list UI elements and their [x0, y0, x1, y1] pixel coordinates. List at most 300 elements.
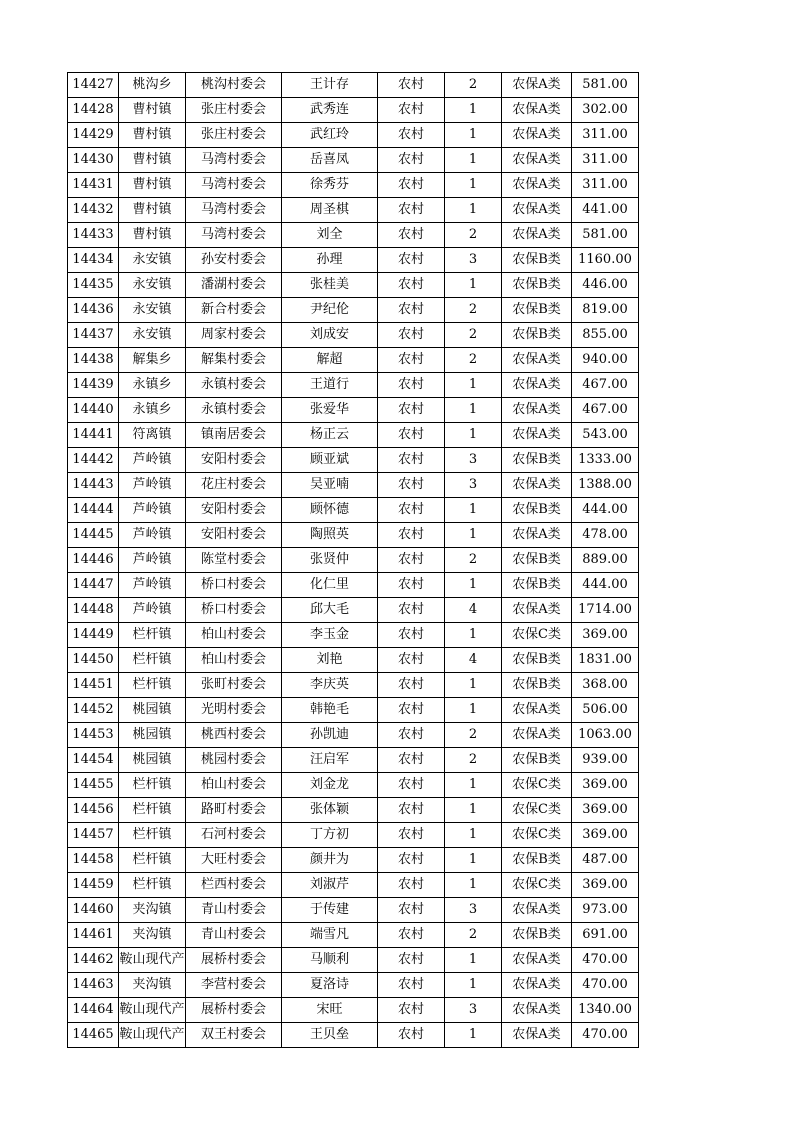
record-id-cell: 14452 — [68, 698, 119, 723]
table-row — [68, 1023, 639, 1048]
insurance-category-cell: 农保A类 — [502, 598, 572, 623]
household-size-cell: 1 — [445, 673, 502, 698]
village-committee-cell: 解集村委会 — [186, 348, 282, 373]
insurance-category-cell: 农保A类 — [502, 223, 572, 248]
insurance-category-cell: 农保B类 — [502, 448, 572, 473]
area-type-cell: 农村 — [378, 148, 445, 173]
amount-cell: 581.00 — [572, 223, 639, 248]
town-cell: 栏杆镇 — [119, 648, 186, 673]
table-row — [68, 848, 639, 873]
person-name-cell: 武红玲 — [282, 123, 378, 148]
person-name-cell: 王计存 — [282, 73, 378, 98]
amount-cell: 467.00 — [572, 373, 639, 398]
household-size-cell: 3 — [445, 898, 502, 923]
amount-cell: 369.00 — [572, 798, 639, 823]
area-type-cell: 农村 — [378, 623, 445, 648]
village-committee-cell: 安阳村委会 — [186, 523, 282, 548]
household-size-cell: 1 — [445, 948, 502, 973]
insurance-category-cell: 农保A类 — [502, 198, 572, 223]
village-committee-cell: 桃西村委会 — [186, 723, 282, 748]
person-name-cell: 丁方初 — [282, 823, 378, 848]
insurance-category-cell: 农保B类 — [502, 923, 572, 948]
amount-cell: 369.00 — [572, 773, 639, 798]
record-id-cell: 14440 — [68, 398, 119, 423]
household-size-cell: 3 — [445, 248, 502, 273]
amount-cell: 470.00 — [572, 1023, 639, 1048]
record-id-cell: 14451 — [68, 673, 119, 698]
area-type-cell: 农村 — [378, 648, 445, 673]
amount-cell: 1388.00 — [572, 473, 639, 498]
record-id-cell: 14432 — [68, 198, 119, 223]
village-committee-cell: 永镇村委会 — [186, 398, 282, 423]
amount-cell: 940.00 — [572, 348, 639, 373]
village-committee-cell: 青山村委会 — [186, 898, 282, 923]
person-name-cell: 宋旺 — [282, 998, 378, 1023]
person-name-cell: 李庆英 — [282, 673, 378, 698]
insurance-category-cell: 农保A类 — [502, 973, 572, 998]
amount-cell: 311.00 — [572, 173, 639, 198]
town-cell: 夹沟镇 — [119, 898, 186, 923]
person-name-cell: 岳喜凤 — [282, 148, 378, 173]
household-size-cell: 1 — [445, 573, 502, 598]
village-committee-cell: 张庄村委会 — [186, 98, 282, 123]
town-cell: 桃园镇 — [119, 698, 186, 723]
record-id-cell: 14450 — [68, 648, 119, 673]
town-cell: 栏杆镇 — [119, 773, 186, 798]
record-id-cell: 14443 — [68, 473, 119, 498]
person-name-cell: 刘金龙 — [282, 773, 378, 798]
amount-cell: 819.00 — [572, 298, 639, 323]
town-cell: 永镇乡 — [119, 398, 186, 423]
village-committee-cell: 张庄村委会 — [186, 123, 282, 148]
town-cell: 桃园镇 — [119, 723, 186, 748]
village-committee-cell: 桃沟村委会 — [186, 73, 282, 98]
area-type-cell: 农村 — [378, 773, 445, 798]
person-name-cell: 刘全 — [282, 223, 378, 248]
village-committee-cell: 马湾村委会 — [186, 223, 282, 248]
person-name-cell: 刘淑芹 — [282, 873, 378, 898]
town-cell: 永镇乡 — [119, 373, 186, 398]
insurance-category-cell: 农保B类 — [502, 323, 572, 348]
town-cell: 芦岭镇 — [119, 548, 186, 573]
record-id-cell: 14463 — [68, 973, 119, 998]
table-row — [68, 398, 639, 423]
area-type-cell: 农村 — [378, 323, 445, 348]
table-row — [68, 223, 639, 248]
area-type-cell: 农村 — [378, 398, 445, 423]
insurance-category-cell: 农保C类 — [502, 823, 572, 848]
record-id-cell: 14465 — [68, 1023, 119, 1048]
person-name-cell: 吴亚喃 — [282, 473, 378, 498]
area-type-cell: 农村 — [378, 73, 445, 98]
household-size-cell: 2 — [445, 298, 502, 323]
person-name-cell: 武秀连 — [282, 98, 378, 123]
table-row — [68, 523, 639, 548]
record-id-cell: 14448 — [68, 598, 119, 623]
household-size-cell: 1 — [445, 123, 502, 148]
household-size-cell: 4 — [445, 648, 502, 673]
table-row — [68, 898, 639, 923]
person-name-cell: 顾怀德 — [282, 498, 378, 523]
area-type-cell: 农村 — [378, 673, 445, 698]
household-size-cell: 1 — [445, 1023, 502, 1048]
record-id-cell: 14459 — [68, 873, 119, 898]
village-committee-cell: 张町村委会 — [186, 673, 282, 698]
town-cell: 曹村镇 — [119, 148, 186, 173]
village-committee-cell: 马湾村委会 — [186, 198, 282, 223]
amount-cell: 691.00 — [572, 923, 639, 948]
town-cell: 栏杆镇 — [119, 848, 186, 873]
record-id-cell: 14441 — [68, 423, 119, 448]
household-size-cell: 2 — [445, 923, 502, 948]
person-name-cell: 徐秀芬 — [282, 173, 378, 198]
town-cell: 符离镇 — [119, 423, 186, 448]
insurance-category-cell: 农保A类 — [502, 73, 572, 98]
record-id-cell: 14447 — [68, 573, 119, 598]
table-row — [68, 948, 639, 973]
person-name-cell: 张体颖 — [282, 798, 378, 823]
person-name-cell: 于传建 — [282, 898, 378, 923]
person-name-cell: 夏洛诗 — [282, 973, 378, 998]
area-type-cell: 农村 — [378, 823, 445, 848]
household-size-cell: 1 — [445, 773, 502, 798]
household-size-cell: 2 — [445, 748, 502, 773]
area-type-cell: 农村 — [378, 923, 445, 948]
household-size-cell: 2 — [445, 723, 502, 748]
amount-cell: 467.00 — [572, 398, 639, 423]
town-cell: 栏杆镇 — [119, 823, 186, 848]
roster-body — [68, 73, 639, 1048]
amount-cell: 1831.00 — [572, 648, 639, 673]
town-cell: 曹村镇 — [119, 173, 186, 198]
village-committee-cell: 安阳村委会 — [186, 448, 282, 473]
insurance-category-cell: 农保A类 — [502, 948, 572, 973]
table-row — [68, 473, 639, 498]
insurance-category-cell: 农保A类 — [502, 898, 572, 923]
household-size-cell: 3 — [445, 473, 502, 498]
person-name-cell: 颜井为 — [282, 848, 378, 873]
village-committee-cell: 花庄村委会 — [186, 473, 282, 498]
area-type-cell: 农村 — [378, 173, 445, 198]
person-name-cell: 刘成安 — [282, 323, 378, 348]
table-row — [68, 98, 639, 123]
amount-cell: 1714.00 — [572, 598, 639, 623]
table-row — [68, 148, 639, 173]
table-row — [68, 748, 639, 773]
town-cell: 芦岭镇 — [119, 448, 186, 473]
village-committee-cell: 马湾村委会 — [186, 148, 282, 173]
household-size-cell: 1 — [445, 273, 502, 298]
table-row — [68, 648, 639, 673]
village-committee-cell: 展桥村委会 — [186, 948, 282, 973]
amount-cell: 1160.00 — [572, 248, 639, 273]
household-size-cell: 1 — [445, 698, 502, 723]
person-name-cell: 张桂美 — [282, 273, 378, 298]
town-cell: 桃沟乡 — [119, 73, 186, 98]
amount-cell: 441.00 — [572, 198, 639, 223]
amount-cell: 368.00 — [572, 673, 639, 698]
record-id-cell: 14435 — [68, 273, 119, 298]
area-type-cell: 农村 — [378, 548, 445, 573]
table-row — [68, 548, 639, 573]
village-committee-cell: 安阳村委会 — [186, 498, 282, 523]
area-type-cell: 农村 — [378, 98, 445, 123]
table-row — [68, 998, 639, 1023]
area-type-cell: 农村 — [378, 573, 445, 598]
area-type-cell: 农村 — [378, 248, 445, 273]
person-name-cell: 刘艳 — [282, 648, 378, 673]
record-id-cell: 14438 — [68, 348, 119, 373]
record-id-cell: 14453 — [68, 723, 119, 748]
insurance-category-cell: 农保A类 — [502, 423, 572, 448]
village-committee-cell: 柏山村委会 — [186, 773, 282, 798]
record-id-cell: 14444 — [68, 498, 119, 523]
insurance-category-cell: 农保B类 — [502, 748, 572, 773]
household-size-cell: 2 — [445, 323, 502, 348]
insurance-category-cell: 农保C类 — [502, 773, 572, 798]
insurance-category-cell: 农保A类 — [502, 173, 572, 198]
table-row — [68, 448, 639, 473]
household-size-cell: 1 — [445, 798, 502, 823]
town-cell: 曹村镇 — [119, 198, 186, 223]
person-name-cell: 尹纪伦 — [282, 298, 378, 323]
village-committee-cell: 马湾村委会 — [186, 173, 282, 198]
area-type-cell: 农村 — [378, 498, 445, 523]
insurance-category-cell: 农保B类 — [502, 298, 572, 323]
area-type-cell: 农村 — [378, 873, 445, 898]
record-id-cell: 14464 — [68, 998, 119, 1023]
household-size-cell: 4 — [445, 598, 502, 623]
town-cell: 曹村镇 — [119, 98, 186, 123]
person-name-cell: 邱大毛 — [282, 598, 378, 623]
table-row — [68, 798, 639, 823]
town-cell: 鞍山现代产 — [119, 998, 186, 1023]
village-committee-cell: 桥口村委会 — [186, 573, 282, 598]
amount-cell: 446.00 — [572, 273, 639, 298]
household-size-cell: 1 — [445, 198, 502, 223]
table-row — [68, 373, 639, 398]
town-cell: 解集乡 — [119, 348, 186, 373]
table-row — [68, 73, 639, 98]
insurance-category-cell: 农保A类 — [502, 148, 572, 173]
table-row — [68, 323, 639, 348]
area-type-cell: 农村 — [378, 348, 445, 373]
household-size-cell: 1 — [445, 623, 502, 648]
village-committee-cell: 光明村委会 — [186, 698, 282, 723]
table-row — [68, 298, 639, 323]
person-name-cell: 韩艳毛 — [282, 698, 378, 723]
area-type-cell: 农村 — [378, 748, 445, 773]
area-type-cell: 农村 — [378, 948, 445, 973]
table-row — [68, 173, 639, 198]
person-name-cell: 张爱华 — [282, 398, 378, 423]
area-type-cell: 农村 — [378, 973, 445, 998]
amount-cell: 487.00 — [572, 848, 639, 873]
amount-cell: 889.00 — [572, 548, 639, 573]
household-size-cell: 1 — [445, 498, 502, 523]
household-size-cell: 1 — [445, 873, 502, 898]
area-type-cell: 农村 — [378, 123, 445, 148]
table-row — [68, 673, 639, 698]
area-type-cell: 农村 — [378, 198, 445, 223]
amount-cell: 506.00 — [572, 698, 639, 723]
person-name-cell: 顾亚斌 — [282, 448, 378, 473]
village-committee-cell: 桥口村委会 — [186, 598, 282, 623]
record-id-cell: 14429 — [68, 123, 119, 148]
record-id-cell: 14436 — [68, 298, 119, 323]
town-cell: 永安镇 — [119, 273, 186, 298]
table-row — [68, 198, 639, 223]
village-committee-cell: 石河村委会 — [186, 823, 282, 848]
village-committee-cell: 孙安村委会 — [186, 248, 282, 273]
record-id-cell: 14460 — [68, 898, 119, 923]
table-row — [68, 423, 639, 448]
table-row — [68, 973, 639, 998]
person-name-cell: 王道行 — [282, 373, 378, 398]
roster-table — [67, 72, 639, 1048]
person-name-cell: 化仁里 — [282, 573, 378, 598]
table-row — [68, 698, 639, 723]
household-size-cell: 1 — [445, 973, 502, 998]
record-id-cell: 14449 — [68, 623, 119, 648]
area-type-cell: 农村 — [378, 598, 445, 623]
amount-cell: 444.00 — [572, 498, 639, 523]
area-type-cell: 农村 — [378, 723, 445, 748]
insurance-category-cell: 农保A类 — [502, 723, 572, 748]
village-committee-cell: 路町村委会 — [186, 798, 282, 823]
household-size-cell: 1 — [445, 173, 502, 198]
insurance-category-cell: 农保A类 — [502, 1023, 572, 1048]
amount-cell: 369.00 — [572, 623, 639, 648]
amount-cell: 939.00 — [572, 748, 639, 773]
household-size-cell: 1 — [445, 148, 502, 173]
amount-cell: 369.00 — [572, 873, 639, 898]
table-row — [68, 773, 639, 798]
town-cell: 栏杆镇 — [119, 673, 186, 698]
village-committee-cell: 镇南居委会 — [186, 423, 282, 448]
table-row — [68, 598, 639, 623]
insurance-category-cell: 农保B类 — [502, 648, 572, 673]
table-row — [68, 348, 639, 373]
table-row — [68, 498, 639, 523]
village-committee-cell: 青山村委会 — [186, 923, 282, 948]
household-size-cell: 1 — [445, 823, 502, 848]
record-id-cell: 14437 — [68, 323, 119, 348]
amount-cell: 470.00 — [572, 973, 639, 998]
area-type-cell: 农村 — [378, 423, 445, 448]
person-name-cell: 王贝垒 — [282, 1023, 378, 1048]
person-name-cell: 周圣棋 — [282, 198, 378, 223]
record-id-cell: 14439 — [68, 373, 119, 398]
person-name-cell: 端雪凡 — [282, 923, 378, 948]
table-row — [68, 623, 639, 648]
insurance-category-cell: 农保B类 — [502, 548, 572, 573]
table-row — [68, 273, 639, 298]
village-committee-cell: 栏西村委会 — [186, 873, 282, 898]
household-size-cell: 1 — [445, 423, 502, 448]
record-id-cell: 14434 — [68, 248, 119, 273]
area-type-cell: 农村 — [378, 298, 445, 323]
village-committee-cell: 陈堂村委会 — [186, 548, 282, 573]
town-cell: 芦岭镇 — [119, 498, 186, 523]
insurance-category-cell: 农保C类 — [502, 623, 572, 648]
village-committee-cell: 永镇村委会 — [186, 373, 282, 398]
area-type-cell: 农村 — [378, 223, 445, 248]
village-committee-cell: 李营村委会 — [186, 973, 282, 998]
town-cell: 永安镇 — [119, 298, 186, 323]
record-id-cell: 14430 — [68, 148, 119, 173]
area-type-cell: 农村 — [378, 1023, 445, 1048]
town-cell: 桃园镇 — [119, 748, 186, 773]
amount-cell: 369.00 — [572, 823, 639, 848]
insurance-category-cell: 农保A类 — [502, 998, 572, 1023]
person-name-cell: 孙凯迪 — [282, 723, 378, 748]
town-cell: 栏杆镇 — [119, 873, 186, 898]
amount-cell: 581.00 — [572, 73, 639, 98]
household-size-cell: 3 — [445, 998, 502, 1023]
village-committee-cell: 周家村委会 — [186, 323, 282, 348]
area-type-cell: 农村 — [378, 798, 445, 823]
record-id-cell: 14427 — [68, 73, 119, 98]
amount-cell: 1340.00 — [572, 998, 639, 1023]
household-size-cell: 1 — [445, 848, 502, 873]
record-id-cell: 14458 — [68, 848, 119, 873]
town-cell: 芦岭镇 — [119, 473, 186, 498]
household-size-cell: 2 — [445, 548, 502, 573]
record-id-cell: 14454 — [68, 748, 119, 773]
town-cell: 芦岭镇 — [119, 598, 186, 623]
household-size-cell: 1 — [445, 398, 502, 423]
town-cell: 栏杆镇 — [119, 623, 186, 648]
town-cell: 夹沟镇 — [119, 973, 186, 998]
person-name-cell: 马顺利 — [282, 948, 378, 973]
insurance-category-cell: 农保B类 — [502, 273, 572, 298]
person-name-cell: 孙理 — [282, 248, 378, 273]
insurance-category-cell: 农保B类 — [502, 848, 572, 873]
town-cell: 永安镇 — [119, 323, 186, 348]
record-id-cell: 14457 — [68, 823, 119, 848]
record-id-cell: 14461 — [68, 923, 119, 948]
record-id-cell: 14442 — [68, 448, 119, 473]
area-type-cell: 农村 — [378, 473, 445, 498]
area-type-cell: 农村 — [378, 373, 445, 398]
amount-cell: 302.00 — [572, 98, 639, 123]
area-type-cell: 农村 — [378, 523, 445, 548]
area-type-cell: 农村 — [378, 848, 445, 873]
area-type-cell: 农村 — [378, 698, 445, 723]
village-committee-cell: 展桥村委会 — [186, 998, 282, 1023]
person-name-cell: 陶照英 — [282, 523, 378, 548]
amount-cell: 470.00 — [572, 948, 639, 973]
amount-cell: 855.00 — [572, 323, 639, 348]
household-size-cell: 1 — [445, 373, 502, 398]
insurance-category-cell: 农保A类 — [502, 98, 572, 123]
table-row — [68, 123, 639, 148]
amount-cell: 478.00 — [572, 523, 639, 548]
person-name-cell: 张贤仲 — [282, 548, 378, 573]
insurance-category-cell: 农保B类 — [502, 573, 572, 598]
village-committee-cell: 新合村委会 — [186, 298, 282, 323]
village-committee-cell: 双王村委会 — [186, 1023, 282, 1048]
record-id-cell: 14462 — [68, 948, 119, 973]
table-row — [68, 248, 639, 273]
area-type-cell: 农村 — [378, 898, 445, 923]
village-committee-cell: 柏山村委会 — [186, 648, 282, 673]
record-id-cell: 14433 — [68, 223, 119, 248]
village-committee-cell: 潘湖村委会 — [186, 273, 282, 298]
household-size-cell: 2 — [445, 73, 502, 98]
household-size-cell: 3 — [445, 448, 502, 473]
